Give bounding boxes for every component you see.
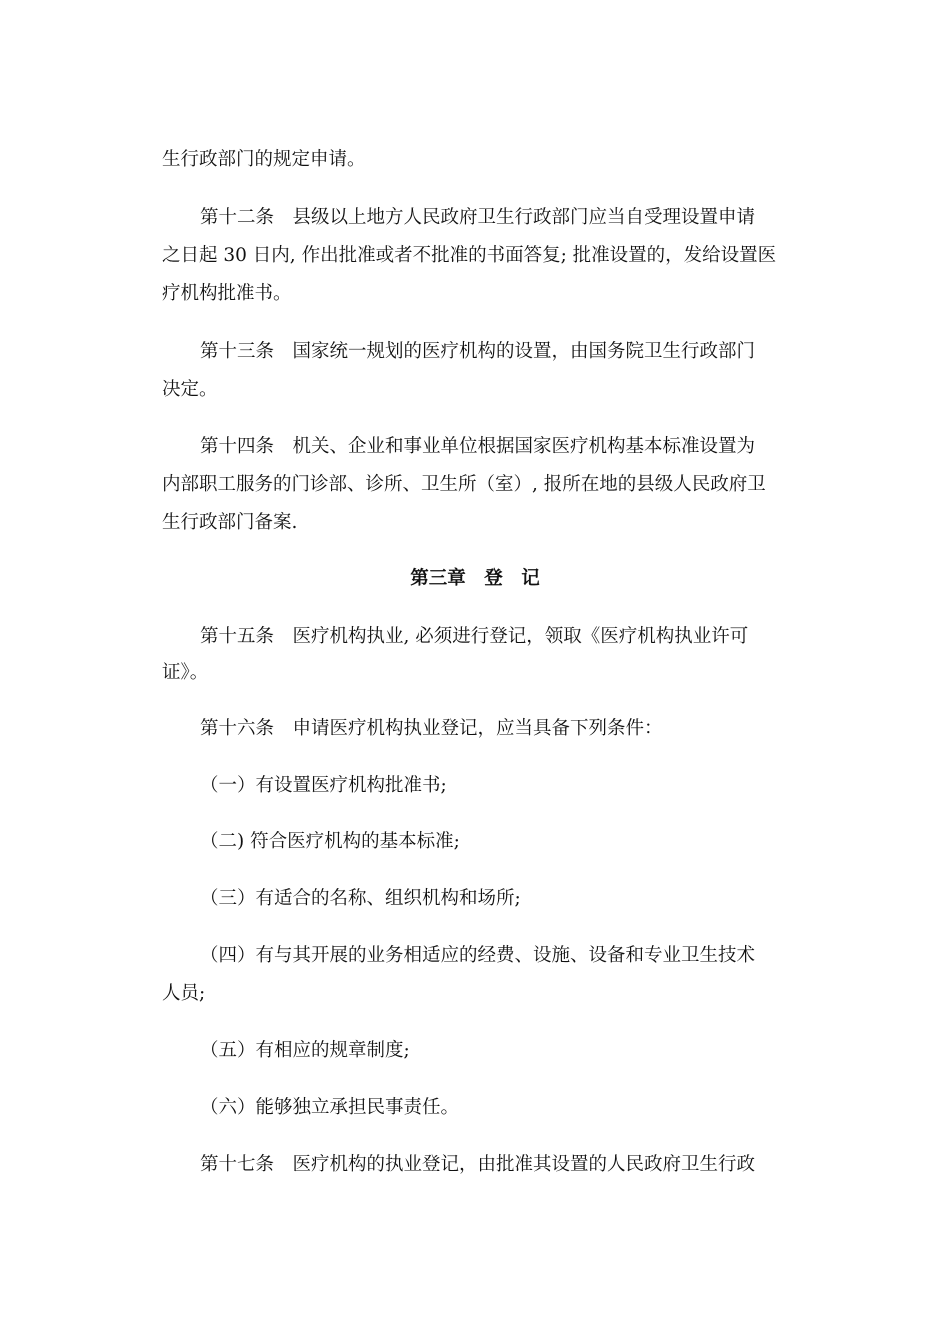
article-12-line-1: 第十二条 县级以上地方人民政府卫生行政部门应当自受理设置申请 bbox=[200, 207, 756, 228]
article-12-line-2: 之日起 30 日内, 作出批准或者不批准的书面答复; 批准设置的，发给设置医 bbox=[162, 245, 777, 266]
condition-item: （一）有设置医疗机构批准书; bbox=[200, 775, 447, 796]
article-14-line-3: 生行政部门备案. bbox=[162, 512, 298, 533]
condition-item: （四）有与其开展的业务相适应的经费、设施、设备和专业卫生技术 bbox=[200, 945, 756, 966]
chapter-heading: 第三章 登 记 bbox=[410, 568, 540, 589]
text-line: 生行政部门的规定申请。 bbox=[162, 149, 366, 170]
condition-item: （三）有适合的名称、组织机构和场所; bbox=[200, 888, 521, 909]
article-17-line-1: 第十七条 医疗机构的执业登记，由批准其设置的人民政府卫生行政 bbox=[200, 1154, 756, 1175]
article-15-line-1: 第十五条 医疗机构执业, 必须进行登记，领取《医疗机构执业许可 bbox=[200, 626, 749, 647]
condition-item: （六）能够独立承担民事责任。 bbox=[200, 1097, 460, 1118]
article-14-line-2: 内部职工服务的门诊部、诊所、卫生所（室）, 报所在地的县级人民政府卫 bbox=[162, 474, 766, 495]
condition-item: （二) 符合医疗机构的基本标准; bbox=[200, 831, 460, 852]
article-16-line-1: 第十六条 申请医疗机构执业登记，应当具备下列条件： bbox=[200, 718, 663, 739]
article-15-line-2: 证》。 bbox=[162, 662, 209, 683]
article-12-line-3: 疗机构批准书。 bbox=[162, 283, 292, 304]
condition-item-continued: 人员; bbox=[162, 983, 206, 1004]
condition-item: （五）有相应的规章制度; bbox=[200, 1040, 410, 1061]
article-13-line-1: 第十三条 国家统一规划的医疗机构的设置，由国务院卫生行政部门 bbox=[200, 341, 756, 362]
article-13-line-2: 决定。 bbox=[162, 379, 218, 400]
article-14-line-1: 第十四条 机关、企业和事业单位根据国家医疗机构基本标准设置为 bbox=[200, 436, 756, 457]
